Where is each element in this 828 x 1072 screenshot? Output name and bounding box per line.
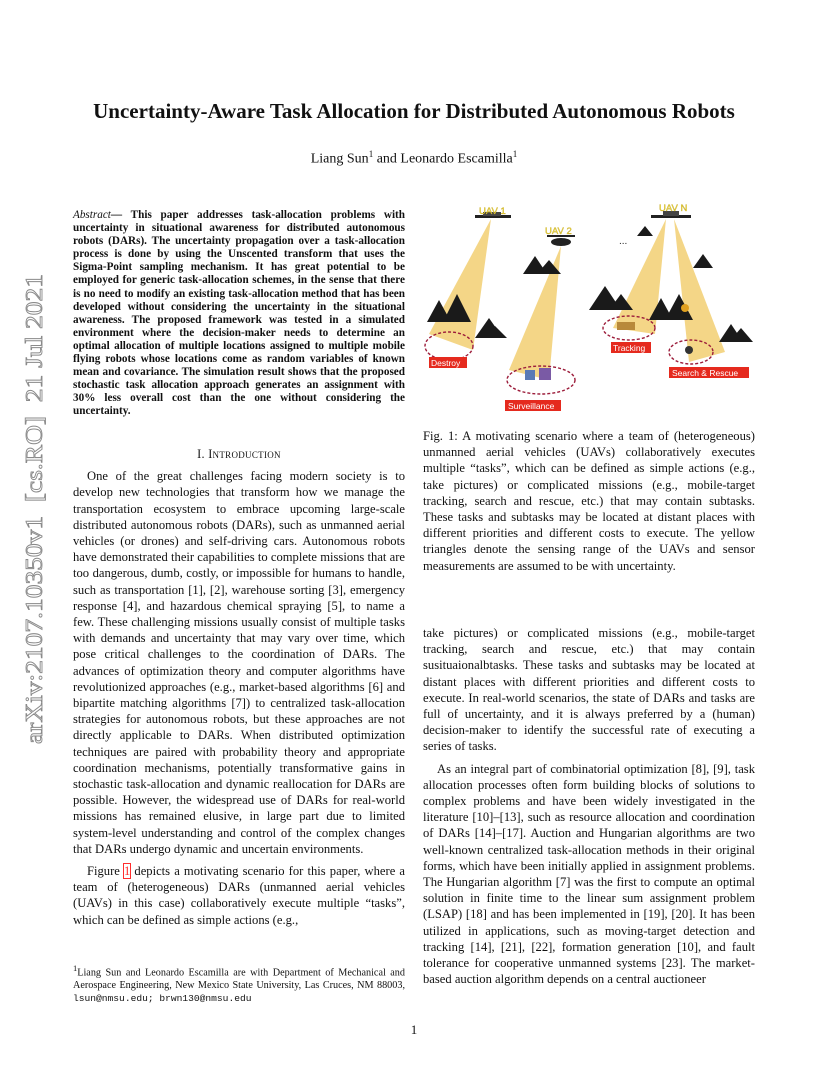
body-paragraph: As an integral part of combinatorial optimization [8], [9], task allocation processes often form building blocks of solutions to complex problems and have been widely investigated in the literature [10]–[13], such as resource allocation and coordination of DARs [14]–[17]. Auction and Hungarian algorithms are two well-known centralized task-allocation methods in their original forms, which have been initially applied in assignment problems. The Hungarian algorithm [7] was the first to compute an optimal solution in finite time to the linear sum assignment problem (LSAP) [18] and has been implemented in [19], [20]. It has been utilized in applications, such as moving-target detection and tracking [14], [21], [22], formation generation [10], and fault tolerance for cooperative unmanned systems [23]. The market-based auction algorithm depends on a central auctioneer [423,761,755,987]
uav-n-label: UAV N [659,203,688,214]
figure-link[interactable]: 1 [124,864,131,879]
section-title: Introduction [208,447,281,461]
affiliation-mark: 1 [512,149,518,159]
text-run: Figure [87,864,124,879]
uav-2-label: UAV 2 [545,226,572,237]
mountain-icon [637,226,653,236]
mountain-icon [693,254,713,268]
affiliation-mark: 1 [368,149,374,159]
uav-2 [547,236,575,246]
vehicle-icon [617,322,635,330]
footnote [73,962,405,1005]
author-conjunction: and [373,151,401,167]
arxiv-stamp-text: arXiv:2107.10350v1 [cs.RO] 21 Jul 2021 [21,324,48,744]
footnote-emails: lsun@nmsu.edu; brwn130@nmsu.edu [73,992,252,1004]
arxiv-stamp [14,268,50,748]
section-heading [73,446,405,462]
author-line [0,149,828,168]
section-number: I. [197,447,209,461]
abstract [73,209,405,419]
figure-1 [423,202,755,422]
mountain-icon [719,324,753,342]
abstract-label: Abstract [73,209,111,221]
abstract-text: This paper addresses task-allocation problems with uncertainty in situational awareness for distributed autonomous robots (DARs). The uncertainty propagation over a task-allocation process is done by using the Unscented transform that uses the Sigma-Point sampling mechanism. It has great potential to be employed for generic task-allocation schemes, in the sense that there is no need to modify an existing task-allocation method that has been developed without considering the uncertainty in the situational awareness. The proposed framework was tested in a simulated environment where the decision-maker needs to determine an optimal allocation of multiple locations assigned to multiple mobile flying robots whose locations come as random variables of known mean and covariance. The simulation result shows that the proposed stochastic task allocation approach generates an assignment with 30% less overall cost than the one without considering the uncertainty. [73,209,405,418]
figure-caption: Fig. 1: A motivating scenario where a team of (heterogeneous) unmanned aerial vehicles (UAVs) collaboratively executes multiple “tasks”, which can be defined as simple actions (e.g., take pictures) or complicated missions (e.g., mobile-target tracking, search and rescue, etc.) that may contain subtasks. These tasks and subtasks may be located at distant places with different priorities and different costs to execute. The yellow triangles denote the sensing range of the UAVs and sensor measurements are assumed to be with uncertainty. [423,429,755,573]
sun-icon [681,304,689,312]
person-icon [685,346,693,354]
author-name: Liang Sun [310,151,369,167]
footnote-text: Liang Sun and Leonardo Escamilla are with Department of Mechanical and Aerospace Engineering, New Mexico State University, Las Cruces, NM 88003, [73,967,405,991]
task-label-destroy: Destroy [431,358,461,368]
page-number: 1 [410,1022,418,1037]
task-label-surveillance: Surveillance [508,401,555,411]
intro-paragraph [73,863,405,928]
intro-paragraph: One of the great challenges facing modern society is to develop new technologies that transform how we manage the transportation ecosystem to embrace upcoming large-scale distributed autonomous robots (DARs), such as unmanned aerial vehicles (or drones) and self-driving cars. Autonomous robots have demonstrated their capabilities to complete missions that are too dangerous, dumb, costly, or impossible for humans to handle, such as transportation [1], [2], warehouse sorting [3], emergency response [4], and hazardous chemical spraying [5], to name a few. These challenging missions usually consist of multiple tasks with demands and uncertainty that may vary over time, which pose critical challenges to the coordination of DARs. The advances of optimization theory and computer algorithms have revolutionized approaches (e.g., market-based algorithms [6] and bipartite matching algorithms [7]) to centralized task-allocation strategies for autonomous robots, but these approaches are not directly applicable to DARs. When distributed optimization techniques are paired with probability theory and appropriate coordination mechanisms, potentially transformative gains in stochastic task-allocation and dynamic reallocation for DARs are possible. However, the widespread use of DARs for real-world missions has remained elusive, in large part due to limited system-level understanding and control of the complex changes that DARs undergo dynamic and uncertain environments. [73,469,405,856]
mountain-icon [589,286,633,310]
author-name: Leonardo Escamilla [400,151,513,167]
arxiv-stamp-graphic [14,268,50,748]
left-column [73,446,405,928]
building-icon [525,370,535,380]
paper-title: Uncertainty-Aware Task Allocation for Distributed Autonomous Robots [93,99,735,123]
building-icon [539,368,551,380]
task-label-tracking: Tracking [613,343,646,353]
uav-1-label: UAV 1 [479,206,506,217]
mountain-icon [475,318,507,338]
figure-illustration [423,202,755,422]
ellipsis-label: ... [619,236,628,247]
abstract-dash: — [110,209,123,221]
text-run: depicts a motivating scenario for this paper, where a team of (heterogeneous) DARs (unmanned aerial vehicles (UAVs) in this case) collaboratively execute multiple “tasks”, which can be defined as simple actions (e.g., [73,864,405,927]
body-paragraph: take pictures) or complicated missions (e.g., mobile-target tracking, search and rescue, etc.) that may contain susituaionalbtasks. These tasks and subtasks may be located at distant places with different priorities and different costs to execute. In real-world scenarios, the state of DARs and tasks are full of uncertainty, and it is always preferred by a (human) decision-maker to identify the successful rate of executing a series of tasks. [423,626,755,754]
footnote-mark: 1 [73,963,78,973]
right-column [423,625,755,987]
task-label-search: Search & Rescue [672,368,739,378]
